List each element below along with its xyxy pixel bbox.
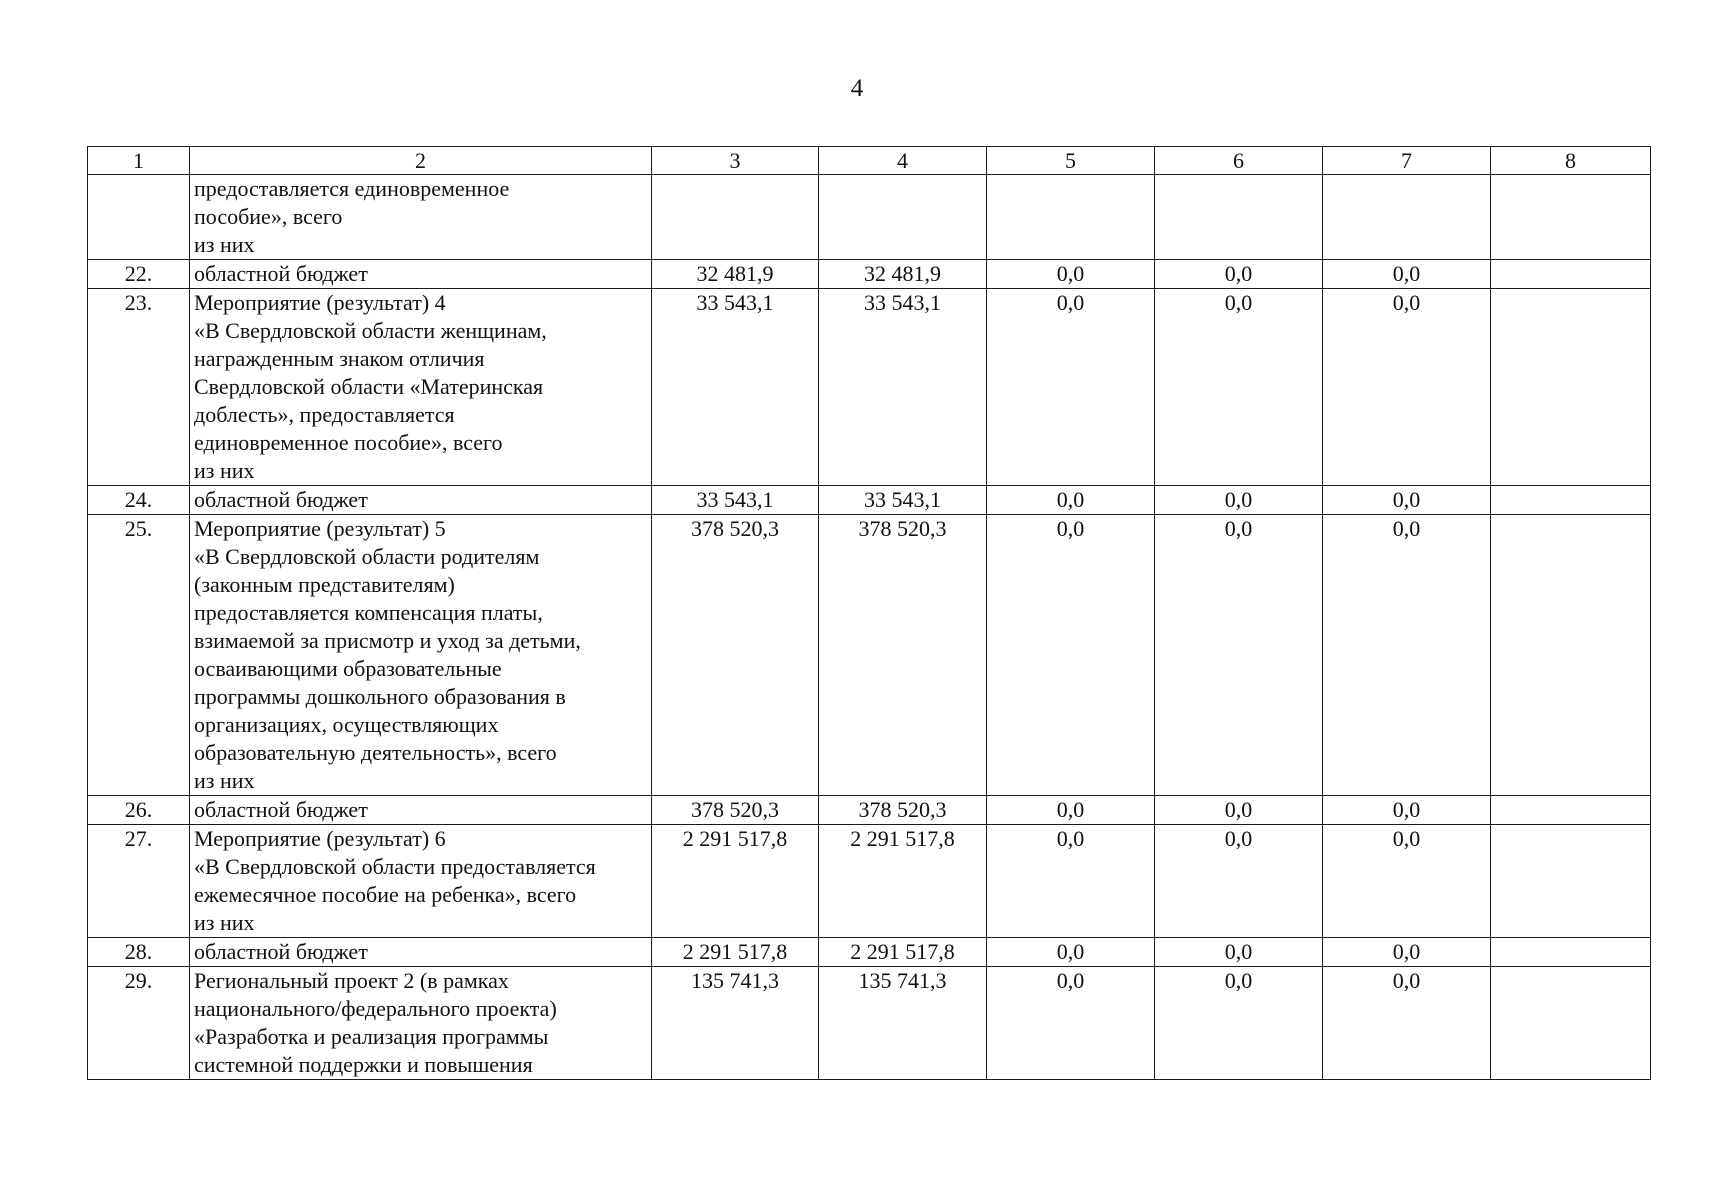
- description-line: «Разработка и реализация программы: [194, 1024, 549, 1049]
- value-cell-c6: [1155, 175, 1323, 260]
- value-cell-c4: [819, 175, 987, 260]
- value-cell-c4: 378 520,3: [819, 796, 987, 825]
- description-line: «В Свердловской области предоставляется: [194, 854, 596, 879]
- value-cell-c7: 0,0: [1323, 825, 1491, 938]
- row-description: [190, 825, 652, 938]
- value-cell-c3: 32 481,9: [652, 260, 819, 289]
- row-number: 29.: [88, 967, 190, 1080]
- description-line: доблесть», предоставляется: [194, 402, 455, 427]
- value-cell-c6: 0,0: [1155, 938, 1323, 967]
- value-cell-c6: 0,0: [1155, 825, 1323, 938]
- value-cell-c3: 378 520,3: [652, 515, 819, 796]
- description-line: организациях, осуществляющих: [194, 712, 499, 737]
- value-cell-c4: 32 481,9: [819, 260, 987, 289]
- budget-table: [87, 146, 1651, 1080]
- value-cell-c6: 0,0: [1155, 486, 1323, 515]
- row-number: [88, 175, 190, 260]
- row-number: 27.: [88, 825, 190, 938]
- row-description: [190, 967, 652, 1080]
- description-line: награжденным знаком отличия: [194, 346, 485, 371]
- column-header: 8: [1491, 147, 1651, 175]
- table-row: [88, 796, 1651, 825]
- value-cell-c5: 0,0: [987, 825, 1155, 938]
- description-line: из них: [194, 768, 255, 793]
- value-cell-c7: 0,0: [1323, 486, 1491, 515]
- table-row: [88, 289, 1651, 486]
- description-line: из них: [194, 910, 255, 935]
- description-line: национального/федерального проекта): [194, 996, 557, 1021]
- table-row: [88, 175, 1651, 260]
- value-cell-c7: 0,0: [1323, 289, 1491, 486]
- row-description: [190, 260, 652, 289]
- value-cell-c8: [1491, 175, 1651, 260]
- description-line: из них: [194, 458, 255, 483]
- description-line: «В Свердловской области женщинам,: [194, 318, 547, 343]
- description-line: предоставляется единовременное: [194, 176, 510, 201]
- value-cell-c4: 135 741,3: [819, 967, 987, 1080]
- table-row: [88, 260, 1651, 289]
- value-cell-c3: 33 543,1: [652, 486, 819, 515]
- value-cell-c3: 2 291 517,8: [652, 825, 819, 938]
- value-cell-c8: [1491, 796, 1651, 825]
- column-header: 7: [1323, 147, 1491, 175]
- value-cell-c8: [1491, 260, 1651, 289]
- description-line: образовательную деятельность», всего: [194, 740, 557, 765]
- value-cell-c7: 0,0: [1323, 796, 1491, 825]
- description-line: «В Свердловской области родителям: [194, 544, 540, 569]
- row-description: [190, 796, 652, 825]
- description-line: (законным представителям): [194, 572, 455, 597]
- value-cell-c7: 0,0: [1323, 938, 1491, 967]
- row-number: 26.: [88, 796, 190, 825]
- row-description: [190, 486, 652, 515]
- table-row: [88, 967, 1651, 1080]
- description-line: Региональный проект 2 (в рамках: [194, 968, 509, 993]
- column-header: 5: [987, 147, 1155, 175]
- column-header: 6: [1155, 147, 1323, 175]
- value-cell-c4: 33 543,1: [819, 486, 987, 515]
- table-row: [88, 486, 1651, 515]
- row-number: 28.: [88, 938, 190, 967]
- value-cell-c8: [1491, 515, 1651, 796]
- column-header: 4: [819, 147, 987, 175]
- value-cell-c3: 135 741,3: [652, 967, 819, 1080]
- table-row: [88, 515, 1651, 796]
- value-cell-c5: 0,0: [987, 515, 1155, 796]
- description-line: системной поддержки и повышения: [194, 1052, 533, 1077]
- value-cell-c8: [1491, 938, 1651, 967]
- value-cell-c4: 2 291 517,8: [819, 825, 987, 938]
- value-cell-c4: 33 543,1: [819, 289, 987, 486]
- description-line: областной бюджет: [194, 797, 368, 822]
- description-line: областной бюджет: [194, 261, 368, 286]
- value-cell-c3: 33 543,1: [652, 289, 819, 486]
- column-header: 1: [88, 147, 190, 175]
- value-cell-c5: 0,0: [987, 486, 1155, 515]
- column-header: 2: [190, 147, 652, 175]
- description-line: Мероприятие (результат) 6: [194, 826, 446, 851]
- value-cell-c8: [1491, 825, 1651, 938]
- value-cell-c5: 0,0: [987, 289, 1155, 486]
- value-cell-c3: [652, 175, 819, 260]
- page-number: 4: [850, 75, 864, 102]
- value-cell-c6: 0,0: [1155, 515, 1323, 796]
- description-line: программы дошкольного образования в: [194, 684, 566, 709]
- description-line: осваивающими образовательные: [194, 656, 502, 681]
- description-line: областной бюджет: [194, 487, 368, 512]
- value-cell-c6: 0,0: [1155, 967, 1323, 1080]
- row-description: [190, 515, 652, 796]
- row-description: [190, 938, 652, 967]
- description-line: Свердловской области «Материнская: [194, 374, 544, 399]
- value-cell-c8: [1491, 967, 1651, 1080]
- value-cell-c6: 0,0: [1155, 260, 1323, 289]
- value-cell-c8: [1491, 289, 1651, 486]
- description-line: предоставляется компенсация платы,: [194, 600, 543, 625]
- column-header: 3: [652, 147, 819, 175]
- table-row: [88, 938, 1651, 967]
- row-number: 25.: [88, 515, 190, 796]
- description-line: Мероприятие (результат) 4: [194, 290, 446, 315]
- description-line: пособие», всего: [194, 204, 343, 229]
- value-cell-c7: 0,0: [1323, 515, 1491, 796]
- table-row: [88, 825, 1651, 938]
- description-line: единовременное пособие», всего: [194, 430, 503, 455]
- value-cell-c7: 0,0: [1323, 260, 1491, 289]
- row-number: 24.: [88, 486, 190, 515]
- value-cell-c5: [987, 175, 1155, 260]
- value-cell-c4: 378 520,3: [819, 515, 987, 796]
- value-cell-c6: 0,0: [1155, 289, 1323, 486]
- row-number: 23.: [88, 289, 190, 486]
- description-line: ежемесячное пособие на ребенка», всего: [194, 882, 577, 907]
- row-description: [190, 175, 652, 260]
- value-cell-c3: 2 291 517,8: [652, 938, 819, 967]
- value-cell-c3: 378 520,3: [652, 796, 819, 825]
- header-row: [88, 147, 1651, 175]
- description-line: Мероприятие (результат) 5: [194, 516, 446, 541]
- value-cell-c7: 0,0: [1323, 967, 1491, 1080]
- value-cell-c5: 0,0: [987, 938, 1155, 967]
- description-line: из них: [194, 232, 255, 257]
- description-line: областной бюджет: [194, 939, 368, 964]
- value-cell-c7: [1323, 175, 1491, 260]
- value-cell-c4: 2 291 517,8: [819, 938, 987, 967]
- description-line: взимаемой за присмотр и уход за детьми,: [194, 628, 581, 653]
- value-cell-c8: [1491, 486, 1651, 515]
- value-cell-c6: 0,0: [1155, 796, 1323, 825]
- value-cell-c5: 0,0: [987, 796, 1155, 825]
- row-number: 22.: [88, 260, 190, 289]
- row-description: [190, 289, 652, 486]
- value-cell-c5: 0,0: [987, 967, 1155, 1080]
- value-cell-c5: 0,0: [987, 260, 1155, 289]
